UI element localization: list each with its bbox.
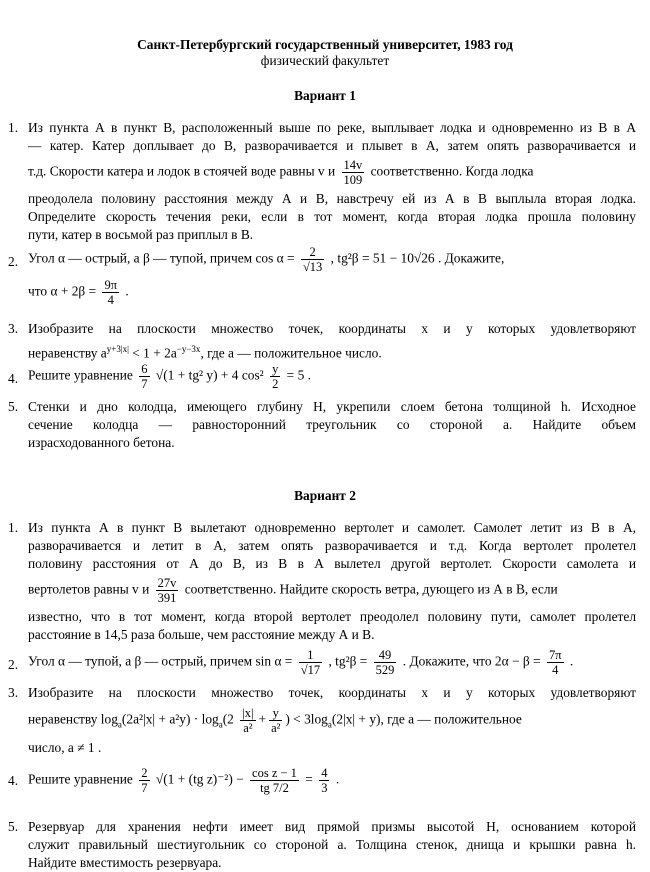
subscript: a — [327, 719, 332, 730]
variant1-heading: Вариант 1 — [294, 88, 356, 103]
v1-problem-1 — [8, 119, 636, 244]
problem-text-line: — катер. Катер доплывает до В, разворачивается и плывет в А, затем опять разворачивается и — [28, 138, 636, 153]
fraction — [319, 766, 329, 795]
fraction-denominator: 2 — [272, 377, 279, 391]
fraction — [102, 278, 119, 307]
problem-text-line — [28, 340, 636, 362]
fraction-numerator: 14v — [343, 158, 363, 172]
problem-text-line: преодолела половину расстояния между А и В, навстречу ей из А в В выплыла вторая лодка. — [28, 191, 636, 206]
text-fragment: соответственно. Найдите скорость ветра, дующего из А в В, если — [184, 581, 558, 597]
text-fragment: Угол α — острый, а β — тупой, причем cos α = — [28, 250, 295, 266]
fraction — [547, 648, 564, 677]
fraction-denominator: 7 — [141, 377, 148, 391]
problem-number: 2. — [8, 657, 19, 672]
fraction — [250, 766, 299, 795]
text-fragment: неравенству a — [28, 345, 107, 361]
text-fragment: . Докажите, что 2α − β = — [402, 653, 541, 669]
problem-text-line — [28, 158, 636, 187]
v1-problem-2 — [8, 245, 636, 307]
problem-text-line — [28, 706, 636, 735]
text-fragment: √(1 + (tg z)⁻²) − — [155, 771, 244, 787]
problem-number: 4. — [8, 773, 19, 788]
fraction-numerator: cos z − 1 — [252, 766, 297, 780]
fraction-numerator: 2 — [301, 245, 324, 260]
fraction-denominator: √13 — [302, 260, 323, 274]
v2-problem-2 — [8, 648, 636, 677]
problem-number: 1. — [8, 120, 19, 135]
problem-text-line: половину расстояния от А до В, из В в А вылетел другой вертолет. Скорости самолета и — [28, 556, 636, 571]
problem-number: 5. — [8, 819, 19, 834]
problem-number: 2. — [8, 254, 19, 269]
problem-text-line: пути, катер в восьмой раз приплыл в В. — [28, 227, 254, 242]
page-subtitle: физический факультет — [260, 53, 390, 68]
fraction-denominator: 4 — [552, 663, 559, 677]
fraction-denominator: 529 — [375, 663, 395, 677]
exponent: y+3|x| — [106, 344, 129, 354]
problem-text-line — [28, 576, 636, 605]
fraction — [240, 706, 255, 735]
problem-text-line: Изобразите на плоскости множество точек, координаты x и y которых удовлетворяют — [28, 685, 636, 700]
text-fragment: , tg²β = — [328, 653, 368, 669]
text-fragment: √(1 + tg² y) + 4 cos² — [155, 367, 264, 383]
fraction-denominator: 4 — [107, 293, 114, 307]
fraction-numerator: |x| — [242, 706, 254, 720]
problem-text-line: Резервуар для хранения нефти имеет вид прямой призмы высотой H, основанием которой — [28, 819, 636, 834]
text-fragment: что α + 2β = — [28, 283, 97, 299]
v2-problem-4 — [8, 766, 636, 795]
exponent: −y−3x — [176, 344, 201, 354]
v1-problem-4 — [8, 362, 636, 391]
problem-text-line: Из пункта А в пункт В вылетают одновременно вертолет и самолет. Самолет летит из В в А, — [28, 520, 636, 535]
fraction-numerator: 2 — [141, 766, 148, 780]
problem-text-line: израсходованного бетона. — [28, 435, 175, 450]
problem-text-line: Найдите вместимость резервуара. — [28, 855, 222, 870]
problem-text-line: Изобразите на плоскости множество точек, координаты x и y которых удовлетворяют — [28, 321, 636, 336]
text-fragment: неравенству log — [28, 711, 118, 727]
text-fragment: = — [305, 771, 313, 787]
text-fragment: ) < 3log — [285, 711, 328, 727]
fraction — [139, 362, 149, 391]
fraction — [301, 245, 324, 274]
fraction-denominator: a² — [243, 721, 253, 735]
text-fragment: Решите уравнение — [28, 771, 133, 787]
fraction-numerator: 49 — [374, 648, 397, 663]
fraction-numerator: y — [272, 362, 279, 376]
problem-text-line: Определите скорость течения реки, если в тот момент, когда вторая лодка прошла половину — [28, 209, 636, 224]
fraction-numerator: 9π — [104, 278, 118, 292]
text-fragment: Решите уравнение — [28, 367, 133, 383]
fraction-numerator: 7π — [548, 648, 562, 662]
fraction-denominator: 3 — [321, 781, 328, 795]
text-fragment: т.д. Скорости катера и лодок в стоячей воде равны v и — [28, 163, 336, 179]
fraction — [269, 706, 282, 735]
problem-text-line: сечение колодца — равносторонний треугольник со стороной a. Найдите объем — [28, 417, 636, 432]
text-fragment: . — [125, 283, 129, 299]
problem-text-line: служит правильный шестиугольник со стороной a. Толщина стенок, днища и крышки равна h. — [28, 837, 636, 852]
text-fragment: соответственно. Когда лодка — [370, 163, 534, 179]
text-fragment: (2a²|x| + a²y) · log — [121, 711, 219, 727]
fraction-denominator: √17 — [300, 663, 321, 677]
v1-problem-3 — [8, 320, 636, 362]
fraction-numerator: 1 — [299, 648, 322, 663]
subscript: a — [218, 719, 223, 730]
fraction-numerator: 27v — [157, 576, 177, 590]
fraction-denominator: tg 7/2 — [260, 781, 289, 795]
problem-text-line: расстояние в 14,5 раза больше, чем расстояние между А и В. — [28, 627, 375, 642]
text-fragment: вертолетов равны v и — [28, 581, 150, 597]
fraction — [270, 362, 280, 391]
text-fragment: = 5 . — [286, 367, 311, 383]
v2-problem-5 — [8, 818, 636, 872]
v2-problem-1 — [8, 519, 636, 644]
variant2-heading: Вариант 2 — [294, 488, 356, 503]
problem-text-line: Стенки и дно колодца, имеющего глубину H, укрепили слоем бетона толщиной h. Исходное — [28, 399, 636, 414]
fraction-denominator: 109 — [343, 173, 363, 187]
problem-number: 1. — [8, 520, 19, 535]
fraction — [374, 648, 397, 677]
text-fragment: . — [335, 771, 340, 787]
fraction — [342, 158, 365, 187]
problem-text-line: разворачивается и летит в А, затем опять разворачивается и т.д. Когда вертолет пролетел — [28, 538, 636, 553]
text-fragment: Угол α — тупой, а β — острый, причем sin α = — [28, 653, 293, 669]
fraction-denominator: 391 — [157, 591, 177, 605]
problem-text-line — [28, 278, 636, 307]
page-title: Санкт-Петербургский государственный университет, 1983 год — [137, 37, 513, 52]
fraction-numerator: 6 — [141, 362, 148, 376]
v1-problem-5 — [8, 398, 636, 452]
problem-number: 3. — [8, 321, 19, 336]
fraction-numerator: 4 — [321, 766, 328, 780]
fraction — [299, 648, 322, 677]
problem-number: 3. — [8, 685, 19, 700]
text-fragment: , tg²β = 51 − 10√26 . Докажите, — [330, 250, 505, 266]
fraction-denominator: 7 — [141, 781, 148, 795]
problem-text-line — [28, 245, 636, 274]
text-fragment: . — [569, 653, 574, 669]
problem-text-line: известно, что в тот момент, когда второй вертолет преодолел половину пути, самолет пролетел — [28, 609, 636, 624]
text-fragment: (2|x| + y), где a — положительное — [331, 711, 522, 727]
fraction-denominator: a² — [271, 721, 281, 735]
problem-text-line: Из пункта А в пункт В, расположенный выше по реке, выплывает лодка и одновременно из В в А — [28, 120, 636, 135]
text-fragment: + — [258, 711, 267, 727]
problem-number: 5. — [8, 399, 19, 414]
problem-number: 4. — [8, 371, 19, 386]
fraction-numerator: y — [269, 706, 282, 721]
text-fragment: , где a — положительное число. — [200, 345, 382, 361]
fraction — [139, 766, 149, 795]
problem-text-line: число, a ≠ 1 . — [28, 740, 102, 755]
subscript: a — [117, 719, 122, 730]
v2-problem-3 — [8, 684, 636, 757]
text-fragment: (2 — [222, 711, 234, 727]
problem-text-line — [28, 362, 636, 391]
problem-text-line — [28, 766, 636, 795]
problem-text-line — [28, 648, 636, 677]
fraction — [156, 576, 179, 605]
text-fragment: < 1 + 2a — [128, 345, 177, 361]
